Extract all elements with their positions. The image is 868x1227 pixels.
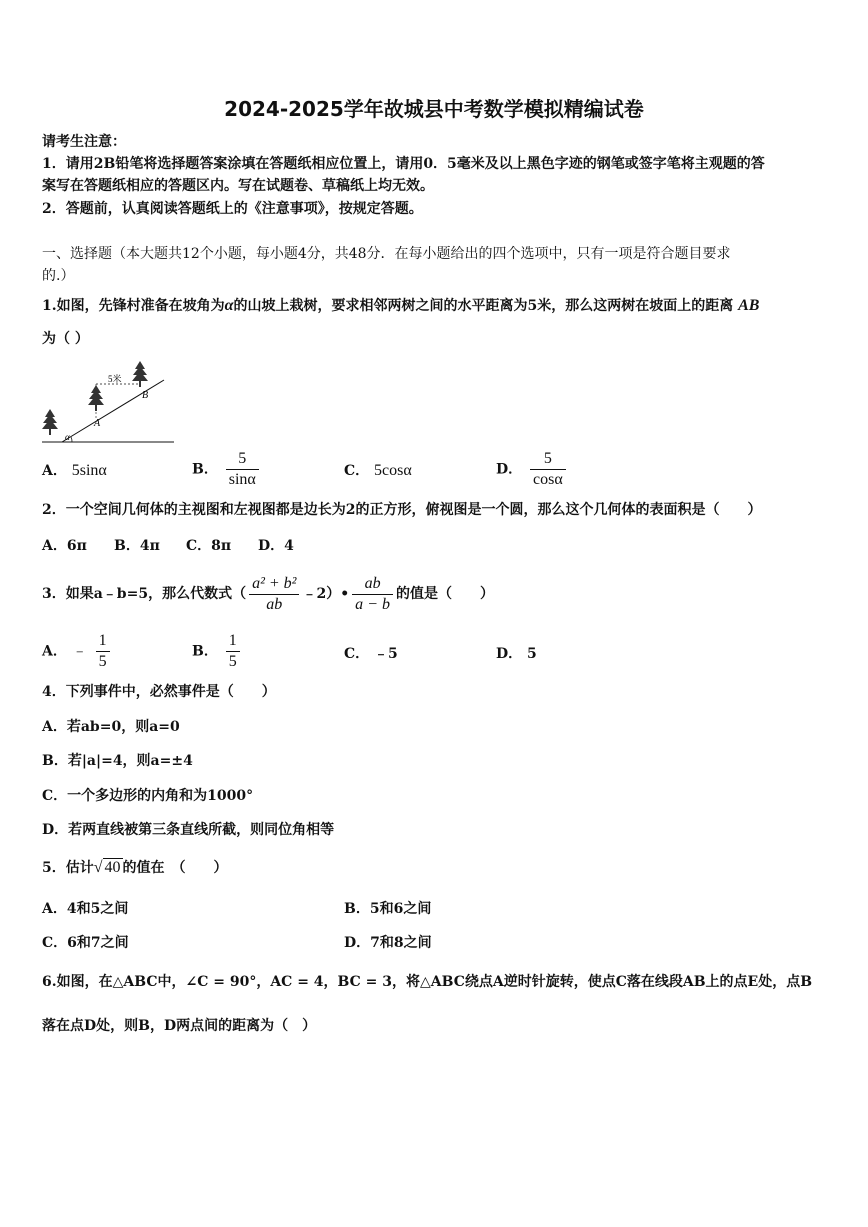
option-key: A． xyxy=(42,463,67,479)
q1-stem-end: 为（ ） xyxy=(42,331,89,347)
angle-arc xyxy=(71,437,72,442)
notice-item-1: 1．请用2B铅笔将选择题答案涂填在答题纸相应位置上，请用0．5毫米及以上黑色字迹的钢笔或签字笔将主观题的答 xyxy=(42,156,765,172)
q1-slope-figure xyxy=(38,360,178,446)
q4-option-a[interactable]: A．若ab=0，则a=0 xyxy=(42,719,180,735)
tree-icon xyxy=(132,361,148,387)
q3-text-c: 的值是（ ） xyxy=(395,586,494,602)
notice-item-1-cont: 案写在答题纸相应的答题区内。写在试题卷、草稿纸上均无效。 xyxy=(42,178,434,194)
section-heading: 一、选择题（本大题共12个小题，每小题4分，共48分．在每小题给出的四个选项中，只有一项是符合题目要求 xyxy=(42,246,731,262)
fraction-numerator: a² + b² xyxy=(249,574,299,595)
q5-option-b[interactable]: B．5和6之间 xyxy=(344,901,432,917)
q4-stem: 4．下列事件中，必然事件是（ ） xyxy=(42,684,276,700)
slope-line xyxy=(62,380,164,442)
q1-option-b[interactable] xyxy=(192,449,262,490)
fraction-denominator: a − b xyxy=(355,595,390,613)
section-heading-cont: 的.） xyxy=(42,268,75,284)
q3-option-c[interactable] xyxy=(344,643,398,663)
q6-stem: 6.如图，在△ABC中，∠C = 90°，AC = 4，BC = 3，将△ABC绕点A逆时针旋转，使点C落在线段AB上的点E处，点B xyxy=(42,974,813,990)
q1-text-b: 的山坡上栽树，要求相邻两树之间的水平距离为5米，那么这两树在坡面上的距离 xyxy=(233,298,734,314)
q4-option-b[interactable]: B．若|a|=4，则a=±4 xyxy=(42,753,193,769)
fraction-denominator: ab xyxy=(266,595,283,613)
q1-ab: AB xyxy=(738,297,760,314)
option-key: A． xyxy=(42,643,67,660)
q2-option-c[interactable]: C．8π xyxy=(186,538,232,554)
option-value: 5sinα xyxy=(71,462,107,479)
q5-radicand: 40 xyxy=(104,859,121,876)
q6-stem-cont: 落在点D处，则B，D两点间的距离为（ ） xyxy=(42,1018,317,1034)
fraction-numerator: ab xyxy=(352,574,393,595)
option-value: 5 xyxy=(527,646,537,662)
q5-stem xyxy=(42,858,228,878)
q1-option-c[interactable] xyxy=(344,460,412,480)
option-fraction xyxy=(530,449,566,490)
option-fraction xyxy=(96,631,110,672)
fraction-denominator: 5 xyxy=(98,653,107,670)
option-fraction xyxy=(226,449,259,490)
q1-text-a: 1.如图，先锋村准备在坡角为 xyxy=(42,298,225,314)
q5-option-c[interactable]: C．6和7之间 xyxy=(42,935,129,951)
option-key: D． xyxy=(496,461,523,478)
q3-fraction-2 xyxy=(352,574,393,615)
fraction-denominator: cosα xyxy=(533,471,563,488)
point-a-label: A xyxy=(94,418,101,429)
fraction-numerator: 5 xyxy=(226,449,259,470)
q1-alpha: α xyxy=(224,297,234,314)
q5-text-b: 的值在 （ ） xyxy=(122,860,228,876)
notice-item-2: 2．答题前，认真阅读答题纸上的《注意事项》，按规定答题。 xyxy=(42,201,423,217)
fraction-numerator: 1 xyxy=(226,631,240,652)
q4-option-c[interactable]: C．一个多边形的内角和为1000° xyxy=(42,788,254,804)
exam-title: 2024-2025学年故城县中考数学模拟精编试卷 xyxy=(224,97,644,121)
q2-option-d[interactable]: D．4 xyxy=(258,538,294,554)
tree-icon xyxy=(88,385,104,411)
q3-text-b: ﹣2）• xyxy=(302,586,350,602)
option-value: ﹣5 xyxy=(374,646,398,662)
q1-option-a[interactable] xyxy=(42,460,107,480)
q5-sqrt: √ 40 xyxy=(93,859,121,876)
q4-option-d[interactable]: D．若两直线被第三条直线所截，则同位角相等 xyxy=(42,822,335,838)
distance-label: 5米 xyxy=(108,374,122,384)
fraction-numerator: 1 xyxy=(96,631,110,652)
option-key: C． xyxy=(344,463,370,479)
option-key: C． xyxy=(344,646,370,662)
notice-heading: 请考生注意： xyxy=(42,134,126,150)
q3-option-b[interactable] xyxy=(192,631,243,672)
q3-stem xyxy=(42,572,494,616)
q5-option-a[interactable]: A．4和5之间 xyxy=(42,901,129,917)
option-fraction xyxy=(226,631,240,672)
fraction-denominator: sinα xyxy=(228,471,256,488)
option-value: 5cosα xyxy=(374,462,412,479)
tree-icon xyxy=(42,409,58,435)
q3-fraction-1 xyxy=(249,574,299,615)
angle-alpha-label: α xyxy=(65,432,70,442)
q5-text-a: 5．估计 xyxy=(42,860,94,876)
q3-option-a[interactable] xyxy=(42,631,113,672)
q5-option-d[interactable]: D．7和8之间 xyxy=(344,935,432,951)
option-key: B． xyxy=(192,643,218,660)
q2-stem: 2．一个空间几何体的主视图和左视图都是边长为2的正方形，俯视图是一个圆，那么这个几何体的表面积是（ ） xyxy=(42,502,762,518)
option-sign: ﹣ xyxy=(71,642,88,660)
q3-text-a: 3．如果a﹣b=5，那么代数式（ xyxy=(42,586,247,602)
q1-stem xyxy=(42,296,759,316)
point-b-label: B xyxy=(142,390,149,401)
fraction-denominator: 5 xyxy=(228,653,237,670)
q3-option-d[interactable] xyxy=(496,643,537,663)
fraction-numerator: 5 xyxy=(530,449,566,470)
q2-option-a[interactable]: A．6π xyxy=(42,538,87,554)
option-key: D． xyxy=(496,646,523,662)
option-key: B． xyxy=(192,461,218,478)
q2-option-b[interactable]: B．4π xyxy=(114,538,160,554)
q1-option-d[interactable] xyxy=(496,449,569,490)
